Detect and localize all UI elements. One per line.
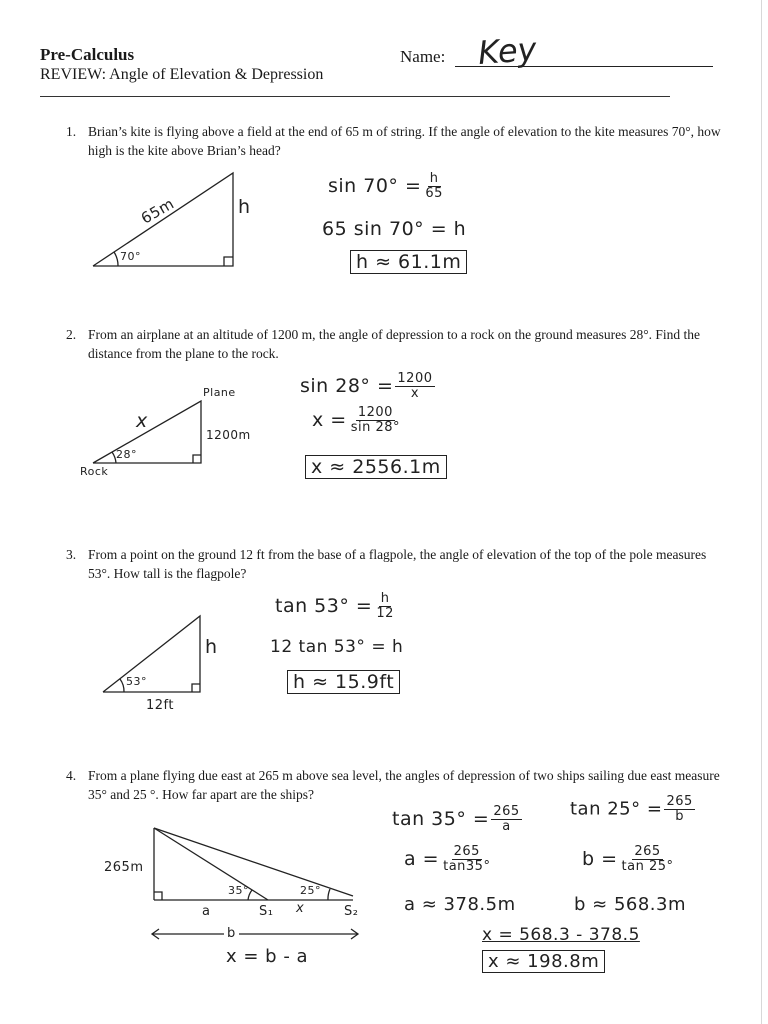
q3-work-line1: tan 53° = $\frac{h}{12}$ [275,591,394,621]
q4-difference: x = 568.3 - 378.5 [482,925,640,945]
q4-height-label: 265m [104,860,144,875]
q4-answer-box: x ≈ 198.8m [482,950,605,973]
q4-seg-x-label: x [296,901,305,916]
question-text: From a plane flying due east at 265 m above sea level, the angles of depression of two ships sailing due east measure 35° and 25 °. How far apart are the ships? [88,768,720,802]
q1-side-label: h [238,196,251,218]
q1-hyp-label: 65m [137,194,178,228]
q4-eqB2: b = $\frac{265}{\tan 25^\circ}$ [582,844,674,874]
q2-angle-label: 28° [116,448,137,461]
q4-eqB3: b ≈ 568.3m [574,894,687,915]
q1-answer-box: h ≈ 61.1m [350,250,467,274]
q2-answer-box: x ≈ 2556.1m [305,455,447,479]
q3-base-label: 12ft [146,698,174,713]
q4-ship2-label: S₂ [344,904,359,919]
q2-triangle-figure [88,398,218,468]
q1-work-line2: 65 sin 70° = h [322,218,467,240]
q1-angle-arc [114,252,118,266]
q4-right-angle-mark [154,892,162,900]
name-value-handwritten: Key [476,30,538,72]
question-number: 2. [66,327,77,342]
course-title: Pre-Calculus [40,45,135,64]
page-edge [761,0,762,1024]
q4-eqA3: a ≈ 378.5m [404,894,516,915]
q3-work-line2: 12 tan 53° = h [270,637,404,657]
q3-angle-arc [120,679,124,692]
q3-triangle [103,616,200,692]
q4-sightline-far [154,828,353,896]
question-number: 3. [66,547,77,562]
q4-angle1-label: 35° [228,884,249,897]
q3-angle-label: 53° [126,675,147,688]
worksheet-title: REVIEW: Angle of Elevation & Depression [40,66,324,83]
q4-sightline-near [154,828,268,900]
q2-rock-label: Rock [80,465,109,478]
question-text: From an airplane at an altitude of 1200 m, the angle of depression to a rock on the ground measures 28°. Find the distance from the plane to the rock. [88,327,700,361]
q4-relation: x = b - a [226,946,309,967]
q2-right-angle-mark [193,455,201,463]
q2-work-line2: x = $\frac{1200}{\sin 28^\circ}$ [312,405,401,435]
header-rule [40,96,670,97]
q4-eqA1: tan 35° = $\frac{265}{a}$ [392,804,520,834]
name-label: Name: [400,47,446,66]
question-text: From a point on the ground 12 ft from the base of a flagpole, the angle of elevation of the top of the pole measures 53°. How tall is the flagpole? [88,547,707,581]
q4-angle-arc-2 [328,889,330,900]
question-number: 4. [66,768,77,783]
q4-eqB1: tan 25° = $\frac{265}{b}$ [570,794,693,824]
q1-right-angle-mark [224,257,233,266]
q4-figure [148,824,368,944]
q3-side-label: h [205,636,218,658]
question-text: Brian’s kite is flying above a field at the end of 65 m of string. If the angle of elevation to the kite measures 70°, how high is the kite above Brian’s head? [88,124,721,158]
q1-angle-label: 70° [120,250,141,263]
q2-plane-label: Plane [203,386,236,399]
q3-answer-box: h ≈ 15.9ft [287,670,400,694]
q2-work-line1: sin 28° = $\frac{1200}{x}$ [300,371,433,401]
q4-angle2-label: 25° [300,884,321,897]
q3-right-angle-mark [192,684,200,692]
q4-ship1-label: S₁ [259,904,274,919]
q4-eqA2: a = $\frac{265}{\tan 35^\circ}$ [404,844,491,874]
q4-seg-a-label: a [202,904,211,919]
question-number: 1. [66,124,77,139]
q3-triangle-figure [100,612,210,696]
q1-work-line1: sin 70° = $\frac{h}{65}$ [328,171,443,201]
q2-side-label: 1200m [206,428,251,442]
q4-seg-b-label: b [224,926,239,941]
q1-triangle-figure [88,168,268,272]
q2-hyp-label: x [136,410,148,432]
